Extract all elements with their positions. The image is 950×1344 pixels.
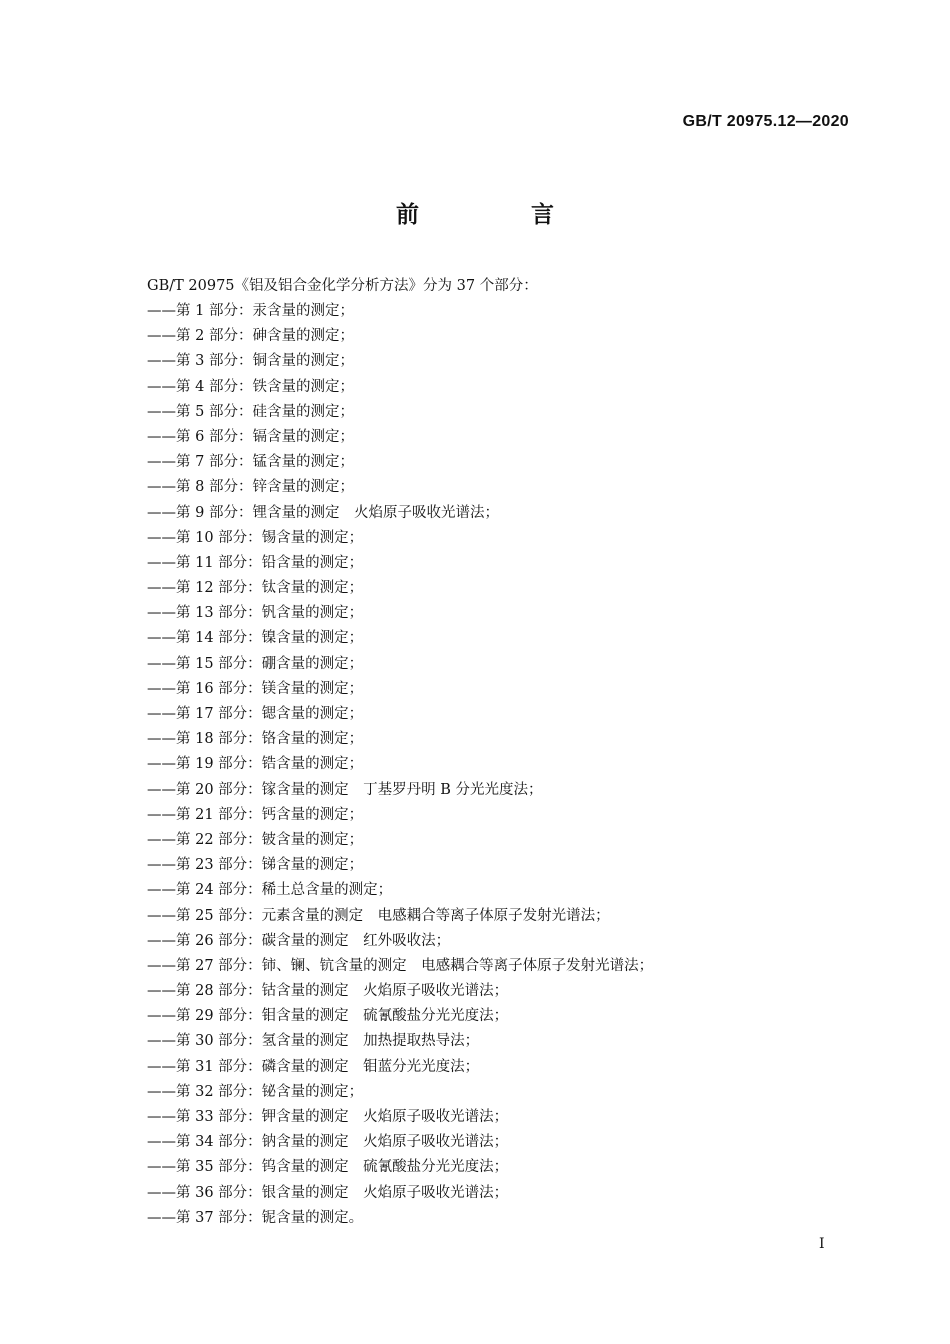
list-item: ——第 19 部分：锆含量的测定； <box>147 756 364 773</box>
list-item: ——第 1 部分：汞含量的测定； <box>147 303 354 319</box>
list-item: ——第 2 部分：砷含量的测定； <box>147 328 354 345</box>
list-item: ——第 36 部分：银含量的测定 火焰原子吸收光谱法； <box>147 1184 509 1201</box>
list-item: ——第 23 部分：锑含量的测定； <box>147 857 364 874</box>
list-item: ——第 24 部分：稀土总含量的测定； <box>147 882 393 899</box>
list-item: ——第 32 部分：铋含量的测定； <box>147 1083 364 1100</box>
list-item: ——第 20 部分：镓含量的测定 丁基罗丹明 B 分光光度法； <box>147 781 543 798</box>
list-item: ——第 27 部分：铈、镧、钪含量的测定 电感耦合等离子体原子发射光谱法； <box>147 957 654 974</box>
list-item: ——第 37 部分：铌含量的测定。 <box>147 1209 364 1226</box>
list-item: ——第 35 部分：钨含量的测定 硫氰酸盐分光光度法； <box>147 1159 509 1176</box>
list-item: ——第 5 部分：硅含量的测定； <box>147 403 354 420</box>
list-item: ——第 21 部分：钙含量的测定； <box>147 806 364 823</box>
list-item: ——第 12 部分：钛含量的测定； <box>147 580 364 597</box>
list-item: ——第 28 部分：钴含量的测定 火焰原子吸收光谱法； <box>147 983 509 1000</box>
parts-list <box>147 299 653 1231</box>
list-item: ——第 8 部分：锌含量的测定； <box>147 479 354 496</box>
list-item: ——第 25 部分：元素含量的测定 电感耦合等离子体原子发射光谱法； <box>147 907 610 924</box>
list-item: ——第 4 部分：铁含量的测定； <box>147 378 354 395</box>
list-item: ——第 30 部分：氢含量的测定 加热提取热导法； <box>147 1033 480 1050</box>
list-item: ——第 9 部分：锂含量的测定 火焰原子吸收光谱法； <box>147 504 499 521</box>
list-item: ——第 10 部分：锡含量的测定； <box>147 529 364 546</box>
list-item: ——第 33 部分：钾含量的测定 火焰原子吸收光谱法； <box>147 1109 509 1125</box>
list-item: ——第 3 部分：铜含量的测定； <box>147 353 354 370</box>
intro-paragraph: GB/T 20975《铝及铝合金化学分析方法》分为 37 个部分： <box>147 278 538 294</box>
list-item: ——第 14 部分：镍含量的测定； <box>147 630 364 647</box>
list-item: ——第 31 部分：磷含量的测定 钼蓝分光光度法； <box>147 1058 480 1075</box>
list-item: ——第 13 部分：钒含量的测定； <box>147 605 364 622</box>
page-title: 前 言 <box>395 202 606 228</box>
list-item: ——第 29 部分：钼含量的测定 硫氰酸盐分光光度法； <box>147 1008 509 1025</box>
list-item: ——第 26 部分：碳含量的测定 红外吸收法； <box>147 932 451 949</box>
list-item: ——第 11 部分：铅含量的测定； <box>147 554 364 571</box>
list-item: ——第 18 部分：铬含量的测定； <box>147 731 364 748</box>
list-item: ——第 34 部分：钠含量的测定 火焰原子吸收光谱法； <box>147 1134 509 1151</box>
list-item: ——第 16 部分：镁含量的测定； <box>147 680 364 697</box>
list-item: ——第 17 部分：锶含量的测定； <box>147 706 364 722</box>
list-item: ——第 22 部分：铍含量的测定； <box>147 831 364 848</box>
standard-code: GB/T 20975.12—2020 <box>682 113 849 130</box>
list-item: ——第 15 部分：硼含量的测定； <box>147 655 364 672</box>
list-item: ——第 7 部分：锰含量的测定； <box>147 454 354 471</box>
page-number: I <box>819 1236 825 1252</box>
list-item: ——第 6 部分：镉含量的测定； <box>147 428 354 445</box>
